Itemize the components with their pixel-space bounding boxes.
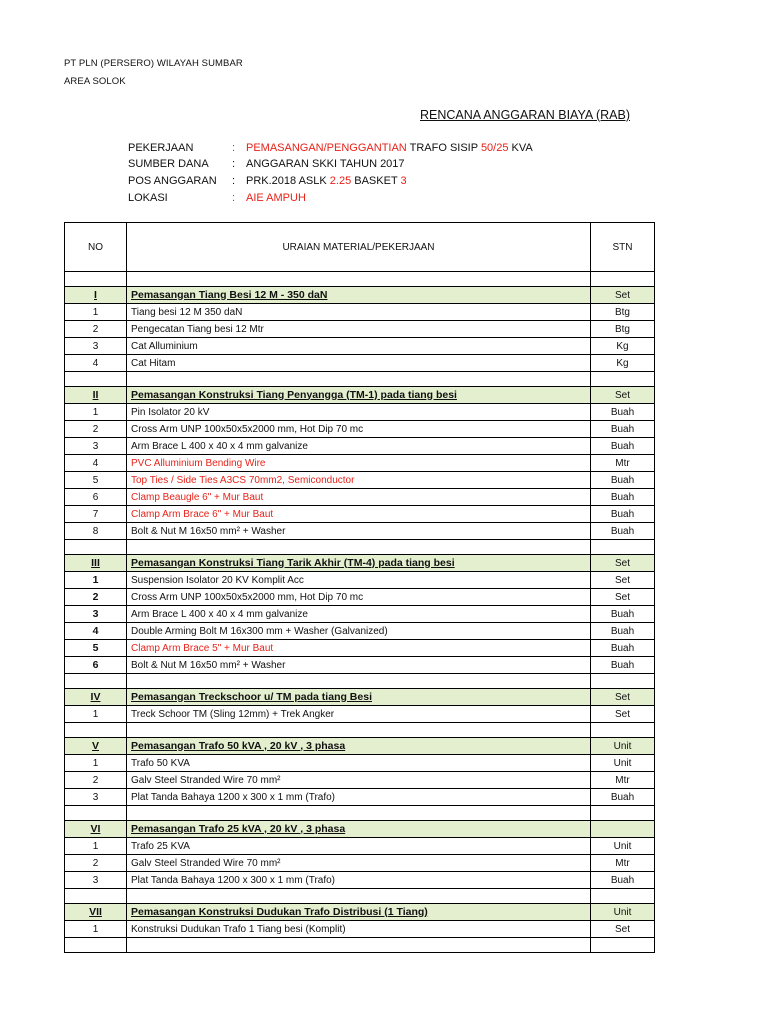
cell-no: 1 [65,838,127,855]
blank-row [65,540,655,555]
table-row [65,321,655,338]
blank-cell [591,889,655,904]
table-row [65,755,655,772]
cell-no: I [65,287,127,304]
blank-cell [65,723,127,738]
blank-row [65,806,655,821]
info-label: LOKASI [128,192,168,204]
table-row [65,472,655,489]
blank-row [65,723,655,738]
cell-no: VII [65,904,127,921]
cell-description: Plat Tanda Bahaya 1200 x 300 x 1 mm (Trafo) [127,872,591,889]
cell-no: 3 [65,872,127,889]
info-value-part: AIE AMPUH [246,192,306,204]
info-value [246,175,407,191]
blank-row [65,674,655,689]
info-row [128,142,533,158]
blank-cell [591,372,655,387]
header-description: URAIAN MATERIAL/PEKERJAAN [127,223,591,272]
cell-stn [591,821,655,838]
header-stn: STN [591,223,655,272]
cell-description: Pemasangan Konstruksi Tiang Tarik Akhir (TM-4) pada tiang besi [127,555,591,572]
cell-no: 7 [65,506,127,523]
cell-stn: Buah [591,489,655,506]
cell-stn: Unit [591,904,655,921]
cell-no: 3 [65,606,127,623]
table-row [65,640,655,657]
info-value-part: TRAFO SISIP [406,142,481,154]
blank-cell [65,372,127,387]
cell-stn: Set [591,387,655,404]
cell-description: Pemasangan Konstruksi Dudukan Trafo Distribusi (1 Tiang) [127,904,591,921]
cell-no: 5 [65,640,127,657]
cell-description: Suspension Isolator 20 KV Komplit Acc [127,572,591,589]
blank-cell [127,540,591,555]
info-colon: : [232,175,236,187]
cell-no: 1 [65,572,127,589]
cell-stn: Set [591,589,655,606]
blank-cell [65,272,127,287]
table-row [65,355,655,372]
info-value [246,158,405,174]
cell-no: 5 [65,472,127,489]
cell-description: Arm Brace L 400 x 40 x 4 mm galvanize [127,438,591,455]
cell-stn: Kg [591,338,655,355]
cell-stn: Btg [591,304,655,321]
section-row [65,287,655,304]
table-row [65,523,655,540]
cell-description: Cross Arm UNP 100x50x5x2000 mm, Hot Dip 70 mc [127,421,591,438]
blank-row [65,938,655,953]
table-row [65,606,655,623]
table-row [65,338,655,355]
cell-stn: Buah [591,640,655,657]
cell-no: 1 [65,304,127,321]
info-row [128,192,306,208]
cell-stn: Buah [591,623,655,640]
section-row [65,738,655,755]
cell-description: Cat Alluminium [127,338,591,355]
cell-no: 6 [65,657,127,674]
table-row [65,438,655,455]
cell-description: Bolt & Nut M 16x50 mm² + Washer [127,657,591,674]
cell-description: Pemasangan Konstruksi Tiang Penyangga (TM-1) pada tiang besi [127,387,591,404]
info-row [128,158,405,174]
section-row [65,821,655,838]
cell-no: 1 [65,921,127,938]
cell-description: Clamp Beaugle 6" + Mur Baut [127,489,591,506]
info-value-part: PEMASANGAN/PENGGANTIAN [246,142,407,154]
cell-stn: Buah [591,872,655,889]
table-row [65,623,655,640]
cell-stn: Unit [591,755,655,772]
cell-stn: Set [591,921,655,938]
rab-table [64,222,655,953]
cell-no: 4 [65,623,127,640]
cell-stn: Buah [591,606,655,623]
cell-description: Konstruksi Dudukan Trafo 1 Tiang besi (Komplit) [127,921,591,938]
cell-no: 3 [65,338,127,355]
cell-no: III [65,555,127,572]
cell-description: Pengecatan Tiang besi 12 Mtr [127,321,591,338]
cell-stn: Set [591,572,655,589]
cell-no: II [65,387,127,404]
blank-cell [591,272,655,287]
table-row [65,421,655,438]
table-row [65,772,655,789]
blank-cell [127,889,591,904]
blank-cell [127,806,591,821]
cell-stn: Buah [591,472,655,489]
cell-no: VI [65,821,127,838]
blank-cell [65,938,127,953]
cell-stn: Buah [591,523,655,540]
cell-no: 2 [65,772,127,789]
table-row [65,572,655,589]
table-row [65,489,655,506]
cell-description: Clamp Arm Brace 6" + Mur Baut [127,506,591,523]
blank-row [65,889,655,904]
cell-description: Trafo 25 KVA [127,838,591,855]
info-row [128,175,407,191]
cell-description: Cross Arm UNP 100x50x5x2000 mm, Hot Dip 70 mc [127,589,591,606]
cell-stn: Mtr [591,772,655,789]
cell-description: Clamp Arm Brace 5" + Mur Baut [127,640,591,657]
info-label: POS ANGGARAN [128,175,217,187]
table-row [65,872,655,889]
cell-stn: Btg [591,321,655,338]
cell-no: 8 [65,523,127,540]
blank-cell [127,723,591,738]
cell-no: 6 [65,489,127,506]
cell-no: 1 [65,755,127,772]
table-row [65,838,655,855]
blank-row [65,272,655,287]
cell-description: Galv Steel Stranded Wire 70 mm² [127,772,591,789]
cell-no: IV [65,689,127,706]
cell-description: Pemasangan Tiang Besi 12 M - 350 daN [127,287,591,304]
cell-description: Pemasangan Trafo 50 kVA , 20 kV , 3 phasa [127,738,591,755]
info-value-part: 50/25 [480,142,509,154]
cell-description: Trafo 50 KVA [127,755,591,772]
blank-cell [65,889,127,904]
cell-description: Double Arming Bolt M 16x300 mm + Washer (Galvanized) [127,623,591,640]
info-value-part: PRK.2018 ASLK [246,175,330,187]
blank-cell [591,674,655,689]
info-colon: : [232,142,236,154]
cell-stn: Set [591,287,655,304]
cell-stn: Unit [591,838,655,855]
blank-cell [65,674,127,689]
info-label: SUMBER DANA [128,158,209,170]
cell-description: Arm Brace L 400 x 40 x 4 mm galvanize [127,606,591,623]
table-row [65,404,655,421]
table-row [65,789,655,806]
info-colon: : [232,192,236,204]
table-row [65,506,655,523]
cell-stn: Set [591,555,655,572]
cell-description: Plat Tanda Bahaya 1200 x 300 x 1 mm (Trafo) [127,789,591,806]
info-value-part: ANGGARAN SKKI TAHUN 2017 [246,158,405,170]
blank-cell [591,540,655,555]
blank-cell [65,540,127,555]
cell-stn: Set [591,689,655,706]
cell-no: 2 [65,421,127,438]
cell-description: PVC Alluminium Bending Wire [127,455,591,472]
cell-description: Cat Hitam [127,355,591,372]
blank-cell [127,674,591,689]
org-name: PT PLN (PERSERO) WILAYAH SUMBAR [64,58,243,69]
cell-stn: Unit [591,738,655,755]
cell-description: Galv Steel Stranded Wire 70 mm² [127,855,591,872]
blank-cell [127,372,591,387]
section-row [65,555,655,572]
blank-cell [65,806,127,821]
cell-no: 2 [65,321,127,338]
table-row [65,455,655,472]
blank-cell [591,938,655,953]
cell-stn: Kg [591,355,655,372]
cell-stn: Buah [591,404,655,421]
cell-stn: Buah [591,506,655,523]
cell-description: Treck Schoor TM (Sling 12mm) + Trek Angker [127,706,591,723]
blank-row [65,372,655,387]
blank-cell [591,806,655,821]
cell-stn: Buah [591,657,655,674]
page-title: RENCANA ANGGARAN BIAYA (RAB) [420,108,631,122]
cell-no: 1 [65,404,127,421]
cell-no: V [65,738,127,755]
cell-stn: Set [591,706,655,723]
info-value-part: 2.25 [329,175,352,187]
blank-cell [591,723,655,738]
cell-description: Bolt & Nut M 16x50 mm² + Washer [127,523,591,540]
info-colon: : [232,158,236,170]
cell-stn: Buah [591,438,655,455]
cell-stn: Mtr [591,855,655,872]
info-value-part: 3 [400,175,407,187]
org-area: AREA SOLOK [64,76,126,87]
cell-description: Pin Isolator 20 kV [127,404,591,421]
cell-no: 2 [65,589,127,606]
header-no: NO [65,223,127,272]
table-row [65,706,655,723]
cell-no: 4 [65,455,127,472]
section-row [65,387,655,404]
cell-description: Top Ties / Side Ties A3CS 70mm2, Semiconductor [127,472,591,489]
cell-no: 2 [65,855,127,872]
cell-no: 1 [65,706,127,723]
table-row [65,657,655,674]
cell-description: Tiang besi 12 M 350 daN [127,304,591,321]
blank-cell [127,272,591,287]
info-label: PEKERJAAN [128,142,194,154]
cell-no: 4 [65,355,127,372]
info-value [246,192,306,208]
cell-no: 3 [65,789,127,806]
cell-stn: Mtr [591,455,655,472]
info-value-part: BASKET [351,175,401,187]
cell-description: Pemasangan Trafo 25 kVA , 20 kV , 3 phasa [127,821,591,838]
table-header-row [65,223,655,272]
table-row [65,855,655,872]
info-value [246,142,533,158]
table-row [65,304,655,321]
table-row [65,921,655,938]
info-value-part: KVA [508,142,533,154]
blank-cell [127,938,591,953]
section-row [65,904,655,921]
cell-stn: Buah [591,789,655,806]
section-row [65,689,655,706]
cell-no: 3 [65,438,127,455]
cell-stn: Buah [591,421,655,438]
table-row [65,589,655,606]
cell-description: Pemasangan Treckschoor u/ TM pada tiang Besi [127,689,591,706]
